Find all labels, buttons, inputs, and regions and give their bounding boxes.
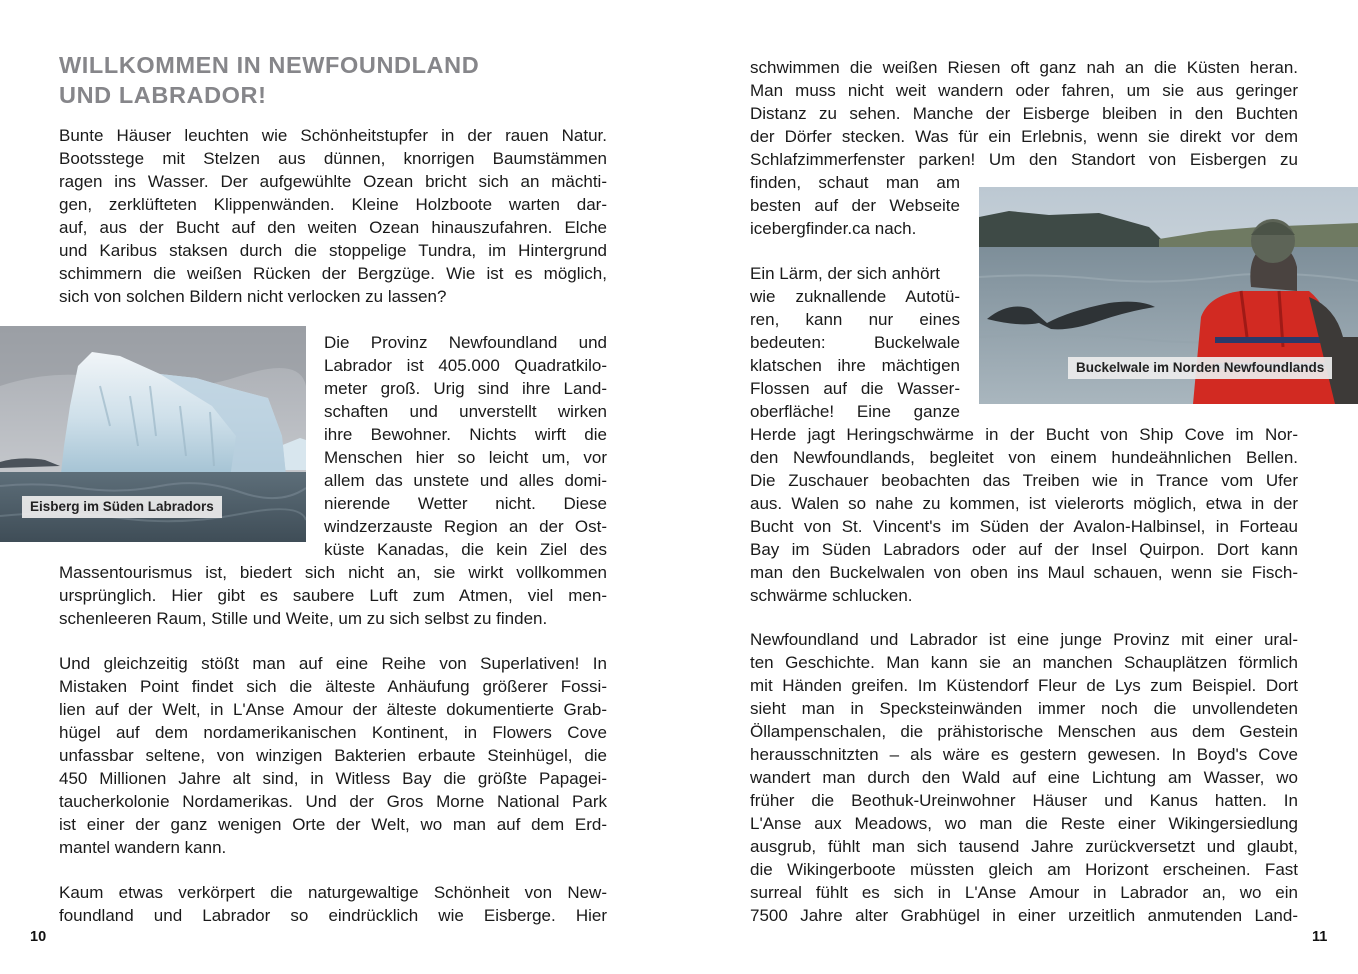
text-line: früher die Beothuk-Ureinwohner Häuser und Kanus hatten. In xyxy=(750,791,1298,810)
text-line: ihre Bewohner. Nichts wirft die xyxy=(324,425,607,444)
text-line: allem das unstete und alles domi- xyxy=(324,471,607,490)
text-line: Schlafzimmerfenster parken! Um den Standort von Eisbergen zu xyxy=(750,150,1298,169)
text-line: finden, schaut man am xyxy=(750,173,960,192)
text-line: Mistaken Point findet sich die älteste Anhäufung größerer Fossi- xyxy=(59,677,607,696)
text-line: surreal fühlt es sich in L'Anse Amour in Labrador an, wo ein xyxy=(750,883,1298,902)
text-line: Öllampenschalen, die prähistorische Menschen aus dem Gestein xyxy=(750,722,1298,741)
text-line: den Newfoundlands, begleitet von einem hundeähnlichen Bellen. xyxy=(750,448,1298,467)
text-line: wie zuknallende Autotü- xyxy=(750,287,960,306)
text-line: schimmern die weißen Rücken der Bergzüge. Wie ist es möglich, xyxy=(59,264,607,283)
text-line: Die Provinz Newfoundland und xyxy=(324,333,607,352)
text-line: schwimmen die weißen Riesen oft ganz nah an die Küsten heran. xyxy=(750,58,1298,77)
text-line: besten auf der Webseite xyxy=(750,196,960,215)
text-line: und Karibus staksen durch die stoppelige Tundra, im Hintergrund xyxy=(59,241,607,260)
text-line: küste Kanadas, die kein Ziel des xyxy=(324,540,607,559)
text-line: ursprünglich. Hier gibt es saubere Luft zum Atmen, viel men- xyxy=(59,586,607,605)
text-line: 450 Millionen Jahre alt sind, in Witless Bay die größte Papagei- xyxy=(59,769,607,788)
text-line: Man muss nicht weit wandern oder fahren, um sie aus geringer xyxy=(750,81,1298,100)
text-line: meter groß. Urig sind ihre Land- xyxy=(324,379,607,398)
text-line: hügel auf dem nordamerikanischen Kontinent, in Flowers Cove xyxy=(59,723,607,742)
text-line: taucherkolonie Nordamerikas. Und der Gros Morne National Park xyxy=(59,792,607,811)
text-line: L'Anse aux Meadows, wo man die Reste einer Wikingersiedlung xyxy=(750,814,1298,833)
text-line: schaften und unverstellt wirken xyxy=(324,402,607,421)
text-line: ren, kann nur eines xyxy=(750,310,960,329)
text-line: Bunte Häuser leuchten wie Schönheitstupfer in der rauen Natur. xyxy=(59,126,607,145)
text-line: Bucht von St. Vincent's im Süden der Avalon-Halbinsel, in Forteau xyxy=(750,517,1298,536)
text-line: Labrador ist 405.000 Quadratkilo- xyxy=(324,356,607,375)
page-number-right: 11 xyxy=(1312,929,1328,945)
text-line: Bootsstege mit Stelzen aus dünnen, knorrigen Baumstämmen xyxy=(59,149,607,168)
text-line: nierende Wetter nicht. Diese xyxy=(324,494,607,513)
text-line: mit Händen greifen. Im Küstendorf Fleur de Lys zum Beispiel. Dort xyxy=(750,676,1298,695)
text-line: oberfläche! Eine ganze xyxy=(750,402,960,421)
text-line: ten Geschichte. Man kann sie an manchen Schauplätzen förmlich xyxy=(750,653,1298,672)
text-line: bedeuten: Buckelwale xyxy=(750,333,960,352)
text-line: der Dörfer stecken. Was für ein Erlebnis, wenn sie direkt vor dem xyxy=(750,127,1298,146)
text-line: sieht man in Specksteinwänden immer noch die unvollendeten xyxy=(750,699,1298,718)
text-line: Flossen auf die Wasser- xyxy=(750,379,960,398)
title-line: UND LABRADOR! xyxy=(59,82,267,108)
text-line: herausschnitzten – als wäre es gestern gewesen. In Boyd's Cove xyxy=(750,745,1298,764)
text-line: gen, zerklüfteten Klippenwänden. Kleine Holzboote warten dar- xyxy=(59,195,607,214)
text-line: mantel wandern kann. xyxy=(59,838,227,857)
text-line: Newfoundland und Labrador ist eine junge Provinz mit einer ural- xyxy=(750,630,1298,649)
text-line: sich von solchen Bildern nicht verlocken zu lassen? xyxy=(59,287,447,306)
text-line: icebergfinder.ca nach. xyxy=(750,219,917,238)
text-line: Menschen hier so leicht um, vor xyxy=(324,448,607,467)
text-line: ist einer der ganz wenigen Orte der Welt, wo man auf dem Erd- xyxy=(59,815,607,834)
text-line: schwärme schlucken. xyxy=(750,586,913,605)
text-line: ausgrub, fühlt man sich tausend Jahre zurückversetzt und glaubt, xyxy=(750,837,1298,856)
text-line: windzerzauste Region an der Ost- xyxy=(324,517,607,536)
iceberg-caption: Eisberg im Süden Labradors xyxy=(22,496,222,518)
text-line: ragen ins Wasser. Der aufgewühlte Ozean bricht sich an mächti- xyxy=(59,172,607,191)
page-number-left: 10 xyxy=(30,929,47,945)
text-line: die Wikingerboote müssten gleich am Horizont erscheinen. Fast xyxy=(750,860,1298,879)
text-line: wandert man durch den Wald auf eine Lichtung am Wasser, wo xyxy=(750,768,1298,787)
text-line: klatschen ihre mächtigen xyxy=(750,356,960,375)
text-line: unfassbar seltene, von winzigen Bakterien erbaute Steinhügel, die xyxy=(59,746,607,765)
text-line: Und gleichzeitig stößt man auf eine Reihe von Superlativen! In xyxy=(59,654,607,673)
text-line: auf, aus der Bucht auf den weiten Ozean hinauszufahren. Elche xyxy=(59,218,607,237)
text-line: Herde jagt Heringschwärme in der Bucht von Ship Cove im Nor- xyxy=(750,425,1298,444)
text-line: 7500 Jahre alter Grabhügel in einer urzeitlich anmutenden Land- xyxy=(750,906,1298,925)
text-line: lien auf der Welt, in L'Anse Amour der älteste dokumentierte Grab- xyxy=(59,700,607,719)
text-line: Bay im Süden Labradors oder auf der Insel Quirpon. Dort kann xyxy=(750,540,1298,559)
text-line: Ein Lärm, der sich anhört xyxy=(750,264,940,283)
text-line: foundland und Labrador so eindrücklich wie Eisberge. Hier xyxy=(59,906,607,925)
title-line: WILLKOMMEN IN NEWFOUNDLAND xyxy=(59,52,480,78)
text-line: Massentourismus ist, biedert sich nicht an, sie wirkt vollkommen xyxy=(59,563,607,582)
page-title xyxy=(59,50,619,110)
text-line: Distanz zu sehen. Manche der Eisberge bleiben in den Buchten xyxy=(750,104,1298,123)
whale-caption: Buckelwale im Norden Newfoundlands xyxy=(1068,357,1332,379)
text-line: schenleeren Raum, Stille und Weite, um zu sich selbst zu finden. xyxy=(59,609,548,628)
text-line: aus. Walen so nahe zu kommen, ist vielerorts möglich, etwa in der xyxy=(750,494,1298,513)
text-line: Kaum etwas verkörpert die naturgewaltige Schönheit von New- xyxy=(59,883,607,902)
text-line: Die Zuschauer beobachten das Treiben wie in Trance vom Ufer xyxy=(750,471,1298,490)
text-line: man den Buckelwalen von oben ins Maul schauen, wenn sie Fisch- xyxy=(750,563,1298,582)
